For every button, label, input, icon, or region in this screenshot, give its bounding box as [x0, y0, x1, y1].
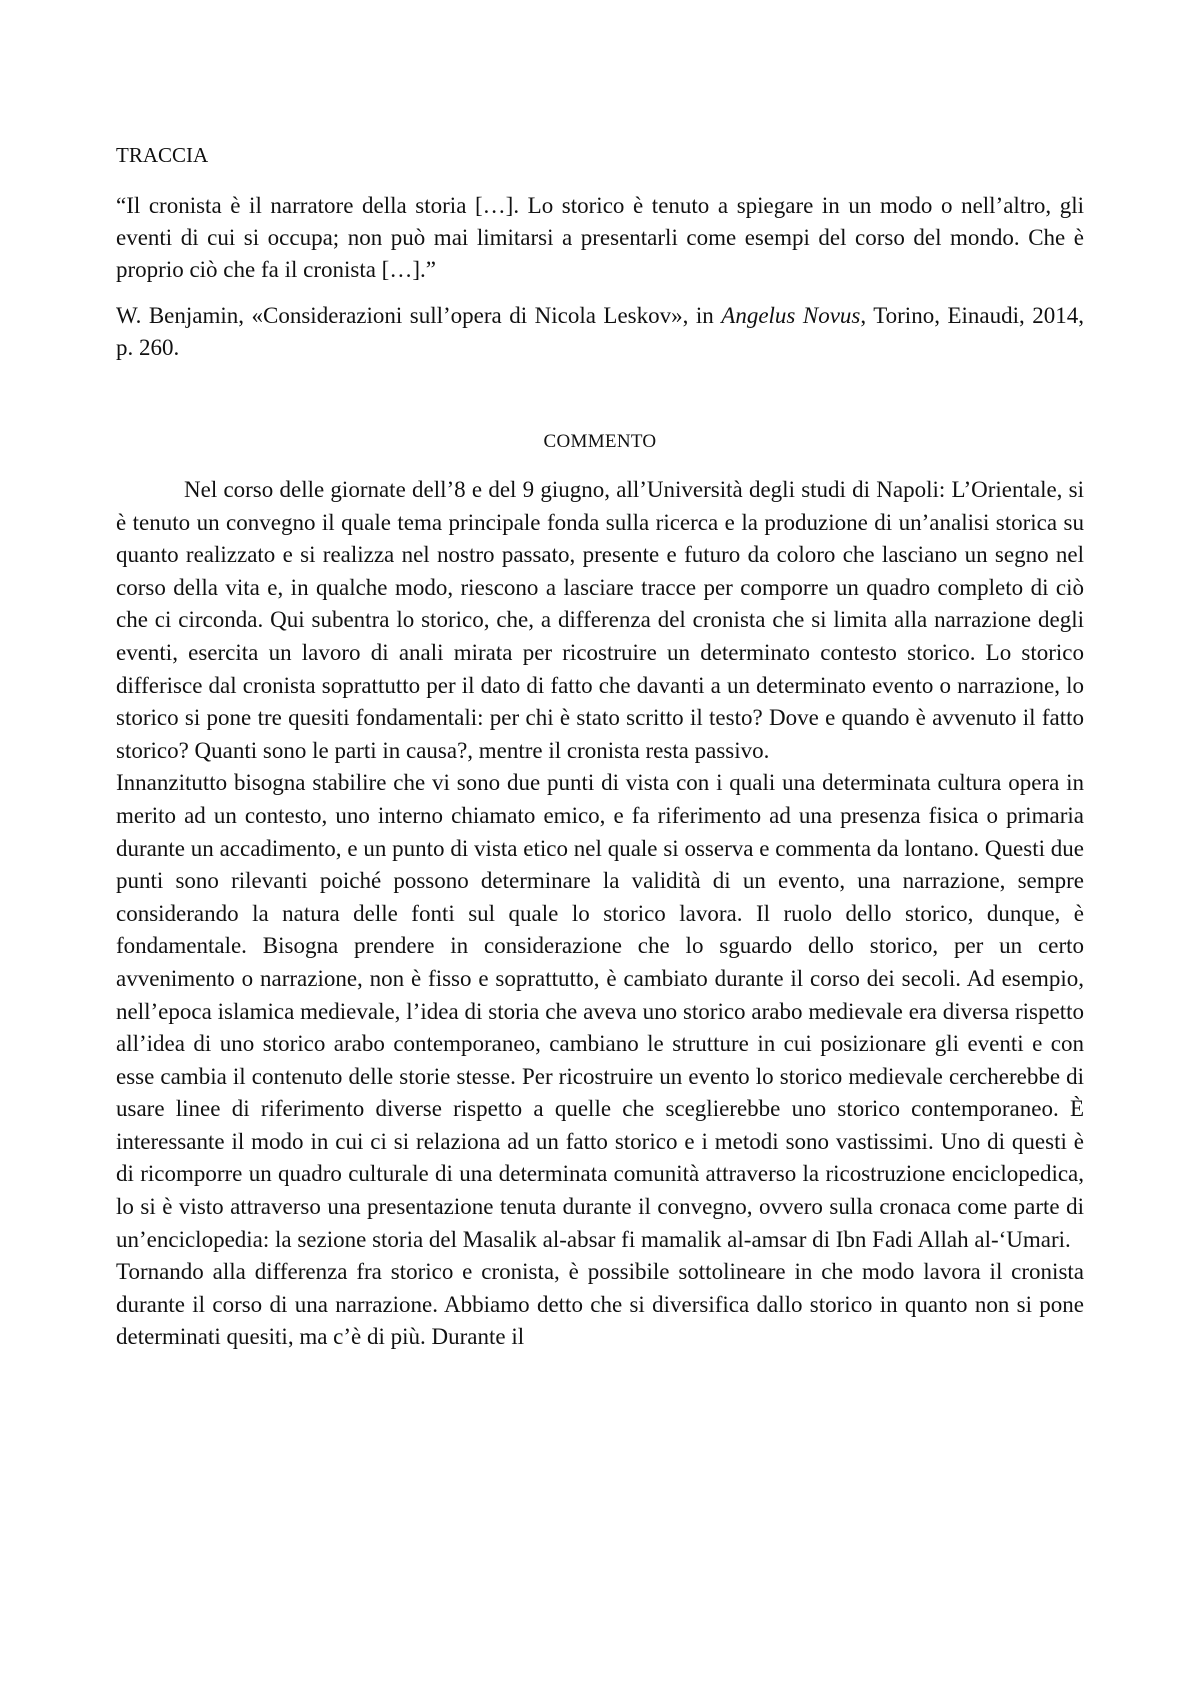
citation-book-title: Angelus Novus	[721, 303, 861, 328]
quote-citation	[116, 300, 1084, 364]
commento-paragraph-1: Nel corso delle giornate dell’8 e del 9 giugno, all’Università degli studi di Napoli: L’Orientale, si è tenuto un convegno il quale tema principale fonda sulla ricerca e la produzione di un’analisi storica su quanto realizzato e si realizza nel nostro passato, presente e futuro da coloro che lasciano un segno nel corso della vita e, in qualche modo, riescono a lasciare tracce per comporre un quadro completo di ciò che ci circonda. Qui subentra lo storico, che, a differenza del cronista che si limita alla narrazione degli eventi, esercita un lavoro di anali mirata per ricostruire un determinato contesto storico. Lo storico differisce dal cronista soprattutto per il dato di fatto che davanti a un determinato evento o narrazione, lo storico si pone tre quesiti fondamentali: per chi è stato scritto il testo? Dove e quando è avvenuto il fatto storico? Quanti sono le parti in causa?, mentre il cronista resta passivo.	[116, 477, 1084, 763]
citation-text-before: W. Benjamin, «Considerazioni sull’opera di Nicola Leskov», in	[116, 303, 722, 328]
commento-paragraph-3: Tornando alla differenza fra storico e cronista, è possibile sottolineare in che modo lavora il cronista durante il corso di una narrazione. Abbiamo detto che si diversifica dallo storico in quanto non si pone determinati quesiti, ma c’è di più. Durante il	[116, 1259, 1084, 1350]
citation-text-after: , Torino, Einaudi, 2014, p. 260.	[116, 303, 1084, 360]
document-page	[116, 140, 1084, 1354]
traccia-heading: TRACCIA	[116, 143, 209, 167]
commento-heading: COMMENTO	[543, 431, 657, 452]
benjamin-quote: “Il cronista è il narratore della storia […]. Lo storico è tenuto a spiegare in un modo o nell’altro, gli eventi di cui si occupa; non può mai limitarsi a presentarli come esempi del corso del mondo. Che è proprio ciò che fa il cronista […].”	[116, 193, 1084, 282]
commento-paragraph-2: Innanzitutto bisogna stabilire che vi sono due punti di vista con i quali una determinata cultura opera in merito ad un contesto, uno interno chiamato emico, e fa riferimento ad una presenza fisica o primaria durante un accadimento, e un punto di vista etico nel quale si osserva e commenta da lontano. Questi due punti sono rilevanti poiché possono determinare la validità di un evento, una narrazione, sempre considerando la natura delle fonti sul quale lo storico lavora. Il ruolo dello storico, dunque, è fondamentale. Bisogna prendere in considerazione che lo sguardo dello storico, per un certo avvenimento o narrazione, non è fisso e soprattutto, è cambiato durante il corso dei secoli. Ad esempio, nell’epoca islamica medievale, l’idea di storia che aveva uno storico arabo medievale era diversa rispetto all’idea di uno storico arabo contemporaneo, cambiano le strutture in cui posizionare gli eventi e con esse cambia il contenuto delle storie stesse. Per ricostruire un evento lo storico medievale cercherebbe di usare linee di riferimento diverse rispetto a quelle che sceglierebbe uno storico contemporaneo. È interessante il modo in cui ci si relaziona ad un fatto storico e i metodi sono vastissimi. Uno di questi è di ricomporre un quadro culturale di una determinata comunità attraverso la ricostruzione enciclopedica, lo si è visto attraverso una presentazione tenuta durante il convegno, ovvero sulla cronaca come parte di un’enciclopedia: la sezione storia del Masalik al-absar fi mamalik al-amsar di Ibn Fadi Allah al-‘Umari.	[116, 770, 1084, 1252]
